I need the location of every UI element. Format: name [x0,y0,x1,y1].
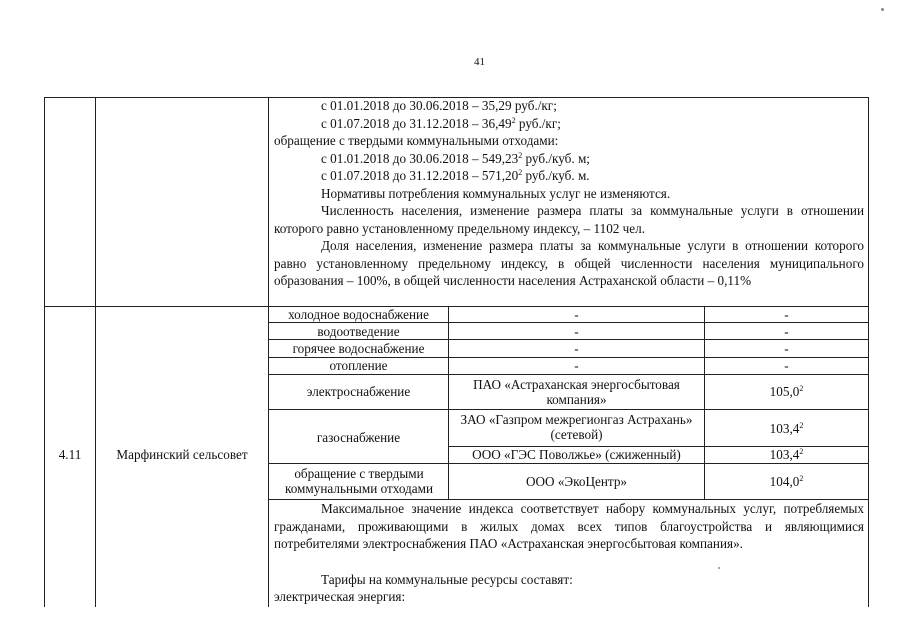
service-name: электроснабжение [306,384,411,399]
price-line: с 01.01.2018 до 30.06.2018 – 35,29 руб./кг; [321,98,557,113]
services-grid-line [268,322,869,323]
provider-name: ЗАО «Газпром межрегионгаз Астрахань» (сетевой) [460,412,693,442]
price-line: с 01.07.2018 до 31.12.2018 – 36,49$^2$ руб./кг; [321,116,561,131]
waste-heading: обращение с твердыми коммунальными отходами: [274,133,559,148]
index-value: - [784,358,789,373]
services-grid-line [268,463,869,464]
index-value: - [784,307,789,322]
settlement-name: Марфинский сельсовет [116,447,248,462]
service-name: холодное водоснабжение [288,307,429,322]
tariffs-line: Тарифы на коммунальные ресурсы составят: [321,572,573,587]
table-left-border [44,97,45,607]
index-value: 103,4$^2$ [769,421,804,436]
population-paragraph: Численность населения, изменение размера платы за коммунальные услуги в отношении которого равно установленному предельному индексу, – 1102 чел. [274,203,864,236]
scan-speck [718,567,720,569]
service-name: отопление [329,358,388,373]
electricity-line: электрическая энергия: [274,589,406,604]
service-name: газоснабжение [316,430,401,445]
service-name: горячее водоснабжение [292,341,425,356]
services-grid-line [268,339,869,340]
index-value: - [784,341,789,356]
provider-name: - [574,307,579,322]
service-name: обращение с твердыми коммунальными отходами [284,466,434,496]
index-value: 103,4$^2$ [769,447,804,462]
index-value: 104,0$^2$ [769,474,804,489]
index-value: 105,0$^2$ [769,384,804,399]
index-value: - [784,324,789,339]
share-paragraph: Доля населения, изменение размера платы за коммунальные услуги в отношении которого равно установленному предельному индексу, в общей численности населения муниципального образования – 100%, в общей численности населения Астраханской области – 0,11% [274,238,864,288]
table-right-border [868,97,869,607]
services-grid-line [268,409,869,410]
norms-line: Нормативы потребления коммунальных услуг не изменяются. [321,186,671,201]
provider-name: - [574,358,579,373]
service-name: водоотведение [317,324,400,339]
provider-name: ООО «ГЭС Поволжье» (сжиженный) [472,447,681,462]
table-col2-border [95,97,96,607]
provider-name: - [574,341,579,356]
services-grid-line [268,374,869,375]
max-index-paragraph: Максимальное значение индекса соответствует набору коммунальных услуг, потребляемых гражданами, проживающими в жилых домах всех типов благоустройства и являющимися потребителями электроснабжения ПАО «Астраханская энергосбытовая компания». [274,501,864,551]
price-line: с 01.07.2018 до 31.12.2018 – 571,20$^2$ руб./куб. м. [321,168,590,183]
row-number: 4.11 [58,447,82,462]
provider-name: ПАО «Астраханская энергосбытовая компания» [473,377,680,407]
provider-name: - [574,324,579,339]
provider-name: ООО «ЭкоЦентр» [525,474,628,489]
price-line: с 01.01.2018 до 30.06.2018 – 549,23$^2$ руб./куб. м; [321,151,590,166]
scan-speck [881,8,884,11]
page-number: 41 [474,56,485,68]
